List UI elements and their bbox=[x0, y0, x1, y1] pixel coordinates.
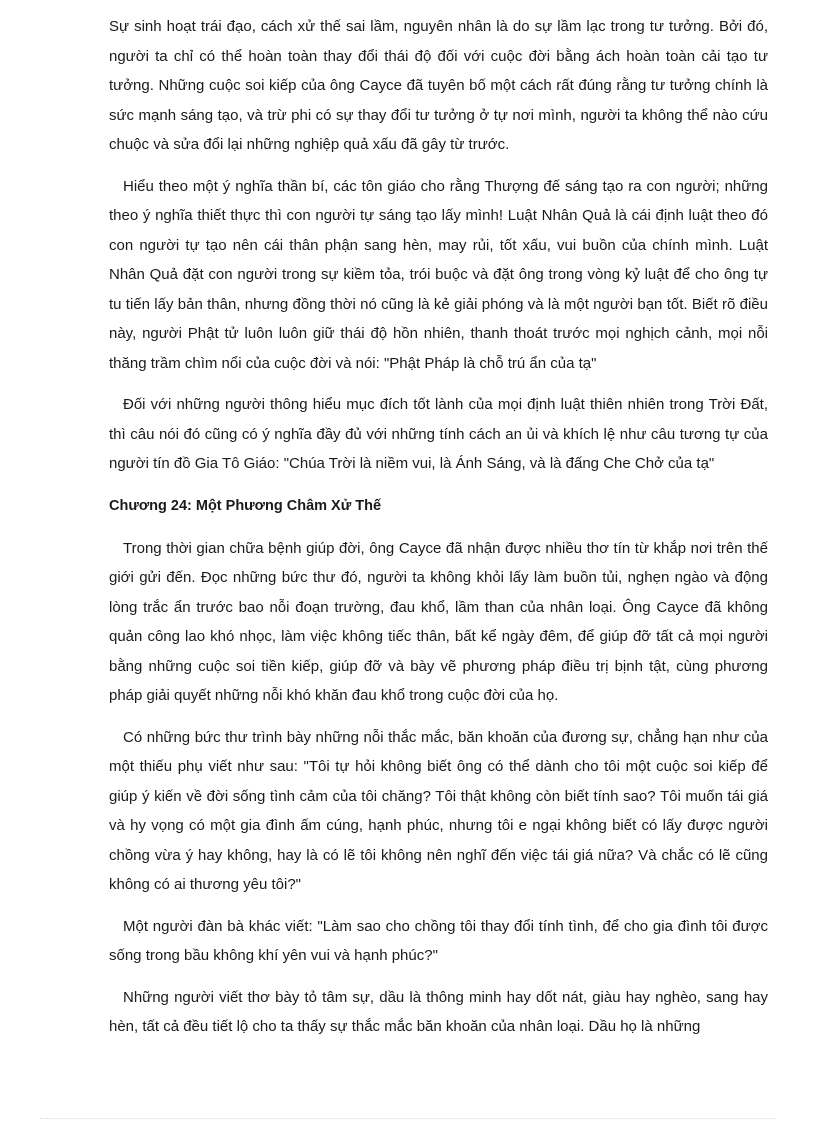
paragraph-law-of-karma: Hiểu theo một ý nghĩa thần bí, các tôn giáo cho rằng Thượng đế sáng tạo ra con người; những theo ý nghĩa thiết thực thì con người tự sáng tạo lấy mình! Luật Nhân Quả là cái định luật theo đó con người tự tạo nên cái thân phận sang hèn, may rủi, tốt xấu, vui buồn của chính mình. Luật Nhân Quả đặt con người trong sự kiềm tỏa, trói buộc và đặt ông trong vòng kỷ luật để cho ông tự tu tiến lấy bản thân, nhưng đồng thời nó cũng là kẻ giải phóng và là một người bạn tốt. Biết rõ điều này, người Phật tử luôn luôn giữ thái độ hồn nhiên, thanh thoát trước mọi nghịch cảnh, mọi nỗi thăng trầm chìm nổi của cuộc đời và nói: "Phật Pháp là chỗ trú ẩn của tạ" bbox=[109, 177, 768, 372]
paragraph-letter-writers: Những người viết thơ bày tỏ tâm sự, dầu là thông minh hay dốt nát, giàu hay nghèo, sang hay hèn, tất cả đều tiết lộ cho ta thấy sự thắc mắc băn khoăn của nhân loại. Dầu họ là những bbox=[109, 988, 768, 1035]
paragraph-natural-law: Đối với những người thông hiểu mục đích tốt lành của mọi định luật thiên nhiên trong Trời Đất, thì câu nói đó cũng có ý nghĩa đầy đủ với những tính cách an ủi và khích lệ như câu tương tự của người tín đồ Gia Tô Giáo: "Chúa Trời là niềm vui, là Ánh Sáng, và là đấng Che Chở của tạ" bbox=[109, 396, 768, 472]
paragraph-young-woman-letter: Có những bức thư trình bày những nỗi thắc mắc, băn khoăn của đương sự, chẳng hạn như của một thiếu phụ viết như sau: "Tôi tự hỏi không biết ông có thể dành cho tôi một cuộc soi kiếp để giúp ý kiến về đời sống tình cảm của tôi chăng? Tôi thật không còn biết tính sao? Tôi muốn tái giá và hy vọng có một gia đình ấm cúng, hạnh phúc, nhưng tôi e ngại không biết có lấy được người chồng vừa ý hay không, hay là có lẽ tôi không nên nghĩ đến việc tái giá nữa? Và chắc có lẽ cũng không có ai thương yêu tôi?" bbox=[109, 728, 768, 893]
paragraph-cayce-letters: Trong thời gian chữa bệnh giúp đời, ông Cayce đã nhận được nhiều thơ tín từ khắp nơi trên thế giới gửi đến. Đọc những bức thư đó, người ta không khỏi lấy làm buồn tủi, nghẹn ngào và động lòng trắc ẩn trước bao nỗi đoạn trường, đau khổ, lầm than của nhân loại. Ông Cayce đã không quản công lao khó nhọc, làm việc không tiếc thân, bất kể ngày đêm, để giúp đỡ tất cả mọi người bằng những cuộc soi tiền kiếp, giúp đỡ và bày vẽ phương pháp điều trị bịnh tật, cùng phương pháp giải quyết những nỗi khó khăn đau khổ trong cuộc đời của họ. bbox=[109, 539, 768, 704]
page-bottom-divider bbox=[40, 1118, 776, 1119]
chapter-heading: Chương 24: Một Phương Châm Xử Thế bbox=[109, 497, 382, 514]
paragraph-thought-transformation: Sự sinh hoạt trái đạo, cách xử thế sai lầm, nguyên nhân là do sự lầm lạc trong tư tưởng. Bởi đó, người ta chỉ có thể hoàn toàn thay đổi thái độ đối với cuộc đời bằng ách hoàn toàn cải tạo tư tưởng. Những cuộc soi kiếp của ông Cayce đã tuyên bố một cách rất đúng rằng tư tưởng chính là sức mạnh sáng tạo, và trừ phi có sự thay đổi tư tưởng ở tự nơi mình, người ta không thể nào cứu chuộc và sửa đổi lại những nghiệp quả xấu đã gây từ trước. bbox=[109, 18, 768, 153]
paragraph-another-woman-letter: Một người đàn bà khác viết: "Làm sao cho chồng tôi thay đổi tính tình, để cho gia đình tôi được sống trong bầu không khí yên vui và hạnh phúc?" bbox=[109, 917, 768, 964]
